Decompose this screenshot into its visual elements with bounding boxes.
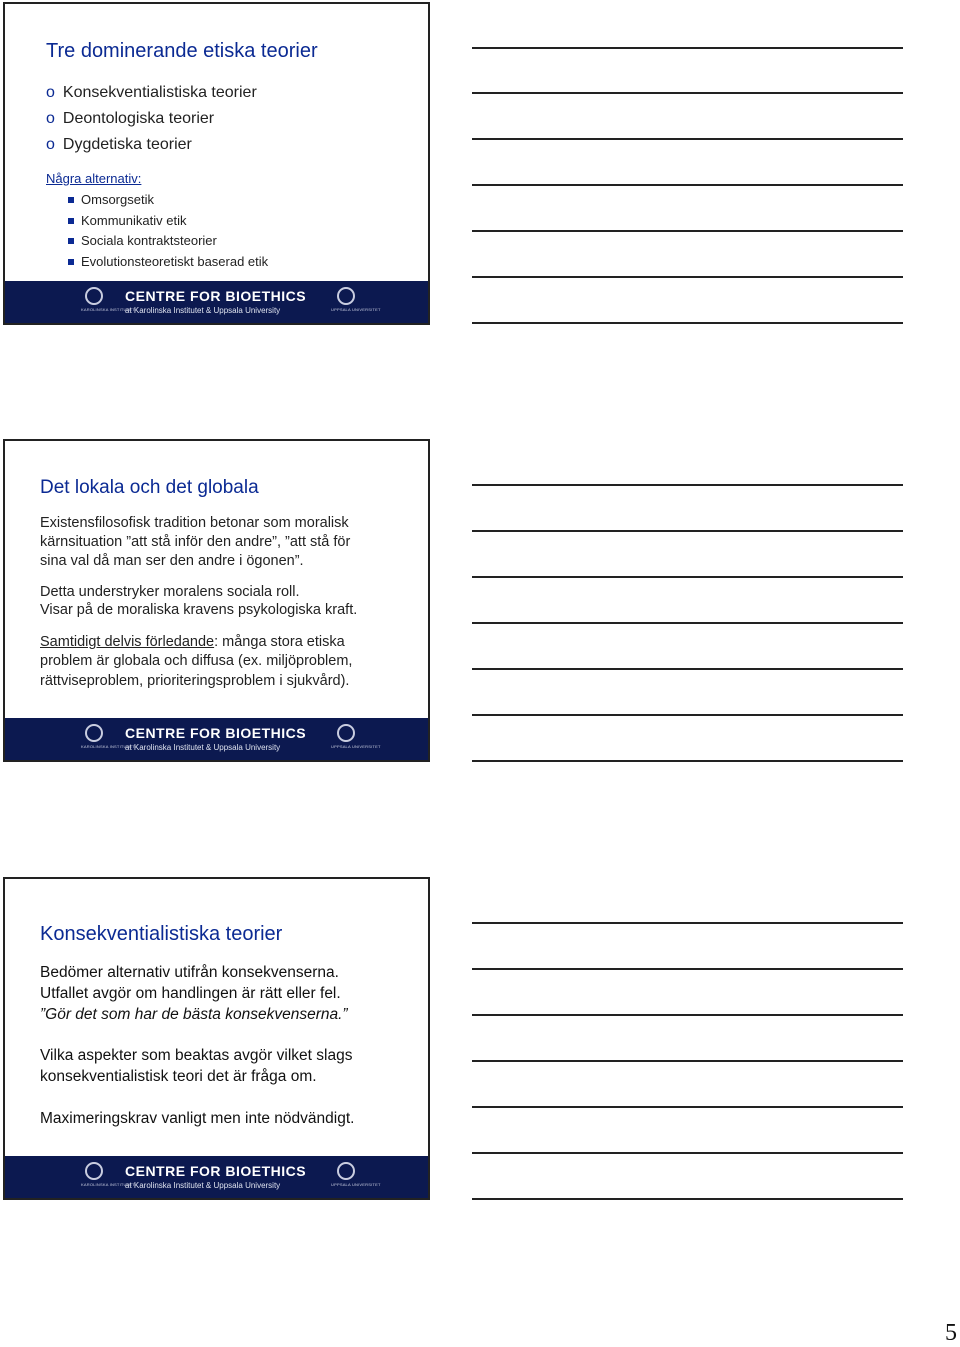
logo-caption: KAROLINSKA INSTITUTET: [81, 307, 135, 312]
paragraph-line: Utfallet avgör om handlingen är rätt eller fel.: [40, 985, 341, 1002]
square-bullet-icon: [68, 218, 74, 224]
footer-subtitle: at Karolinska Institutet & Uppsala University: [125, 743, 281, 752]
list-item: o Dygdetiska teorier: [46, 136, 192, 153]
theory-list: [46, 80, 257, 158]
list-item: Omsorgsetik: [68, 190, 268, 211]
footer-brand: CENTRE FOR BIOETHICS: [125, 288, 307, 304]
note-line: [472, 1152, 903, 1154]
paragraph-line: problem är globala och diffusa (ex. miljöproblem,: [40, 653, 353, 669]
karolinska-logo-icon: [85, 724, 103, 742]
karolinska-logo-icon: [85, 287, 103, 305]
uppsala-logo-icon: [337, 1162, 355, 1180]
paragraph-line: Detta understryker moralens sociala roll.: [40, 584, 300, 600]
paragraph-line: rättviseproblem, prioriteringsproblem i sjukvård).: [40, 673, 350, 689]
paragraph-line: Samtidigt delvis förledande: många stora etiska: [40, 634, 345, 650]
page-number: 5: [945, 1320, 957, 1346]
note-line: [472, 530, 903, 532]
note-line: [472, 922, 903, 924]
paragraph-line: Bedömer alternativ utifrån konsekvenserna.: [40, 964, 339, 981]
logo-caption: UPPSALA UNIVERSITET: [331, 744, 381, 749]
underlined-phrase: Samtidigt delvis förledande: [40, 634, 215, 650]
paragraph-line: Existensfilosofisk tradition betonar som moralisk: [40, 515, 349, 531]
slide-title: Tre dominerande etiska teorier: [46, 40, 318, 62]
slide-title: Det lokala och det globala: [40, 477, 259, 498]
paragraph-line: Vilka aspekter som beaktas avgör vilket slags: [40, 1047, 353, 1064]
note-line: [472, 1198, 903, 1200]
slide-footer-banner: [5, 1156, 428, 1198]
note-line: [472, 622, 903, 624]
quote-line: ”Gör det som har de bästa konsekvenserna.”: [40, 1006, 348, 1023]
alternatives-heading: Några alternativ:: [46, 171, 142, 186]
note-line: [472, 714, 903, 716]
note-line: [472, 230, 903, 232]
slide-body: [5, 4, 428, 281]
square-bullet-icon: [68, 238, 74, 244]
slide-body: [5, 879, 428, 1156]
note-line: [472, 760, 903, 762]
note-line: [472, 576, 903, 578]
note-line: [472, 1014, 903, 1016]
note-line: [472, 184, 903, 186]
paragraph-line: Maximeringskrav vanligt men inte nödvändigt.: [40, 1110, 355, 1127]
note-line: [472, 668, 903, 670]
slide-footer-banner: [5, 718, 428, 760]
footer-subtitle: at Karolinska Institutet & Uppsala University: [125, 306, 281, 315]
note-line: [472, 92, 903, 94]
footer-subtitle: at Karolinska Institutet & Uppsala University: [125, 1181, 281, 1190]
logo-caption: UPPSALA UNIVERSITET: [331, 1182, 381, 1187]
logo-caption: UPPSALA UNIVERSITET: [331, 307, 381, 312]
bullet-o-icon: o: [46, 110, 55, 127]
paragraph-line: sina val då man ser den andre i ögonen”.: [40, 553, 304, 569]
note-line: [472, 322, 903, 324]
bullet-o-icon: o: [46, 136, 55, 153]
uppsala-logo-icon: [337, 724, 355, 742]
list-item: Evolutionsteoretiskt baserad etik: [68, 252, 268, 273]
note-line: [472, 968, 903, 970]
note-line: [472, 47, 903, 49]
list-item: Sociala kontraktsteorier: [68, 231, 268, 252]
list-item: o Konsekventialistiska teorier: [46, 84, 257, 101]
footer-brand: CENTRE FOR BIOETHICS: [125, 1163, 307, 1179]
slide-title: Konsekventialistiska teorier: [40, 923, 283, 945]
note-line: [472, 1106, 903, 1108]
note-line: [472, 276, 903, 278]
alternatives-list: [68, 190, 268, 272]
footer-brand: CENTRE FOR BIOETHICS: [125, 725, 307, 741]
note-line: [472, 1060, 903, 1062]
slide-body: [5, 441, 428, 718]
slide-1: [3, 2, 430, 325]
paragraph-line: konsekventialistisk teori det är fråga om.: [40, 1068, 317, 1085]
square-bullet-icon: [68, 259, 74, 265]
logo-caption: KAROLINSKA INSTITUTET: [81, 744, 135, 749]
bullet-o-icon: o: [46, 84, 55, 101]
slide-2: [3, 439, 430, 762]
list-item: Kommunikativ etik: [68, 211, 268, 232]
karolinska-logo-icon: [85, 1162, 103, 1180]
uppsala-logo-icon: [337, 287, 355, 305]
note-line: [472, 138, 903, 140]
list-item: o Deontologiska teorier: [46, 110, 215, 127]
note-line: [472, 484, 903, 486]
paragraph-line: kärnsituation ”att stå inför den andre”, ”att stå för: [40, 534, 351, 550]
square-bullet-icon: [68, 197, 74, 203]
slide-footer-banner: [5, 281, 428, 323]
logo-caption: KAROLINSKA INSTITUTET: [81, 1182, 135, 1187]
slide-3: [3, 877, 430, 1200]
paragraph-line: Visar på de moraliska kravens psykologiska kraft.: [40, 602, 358, 618]
